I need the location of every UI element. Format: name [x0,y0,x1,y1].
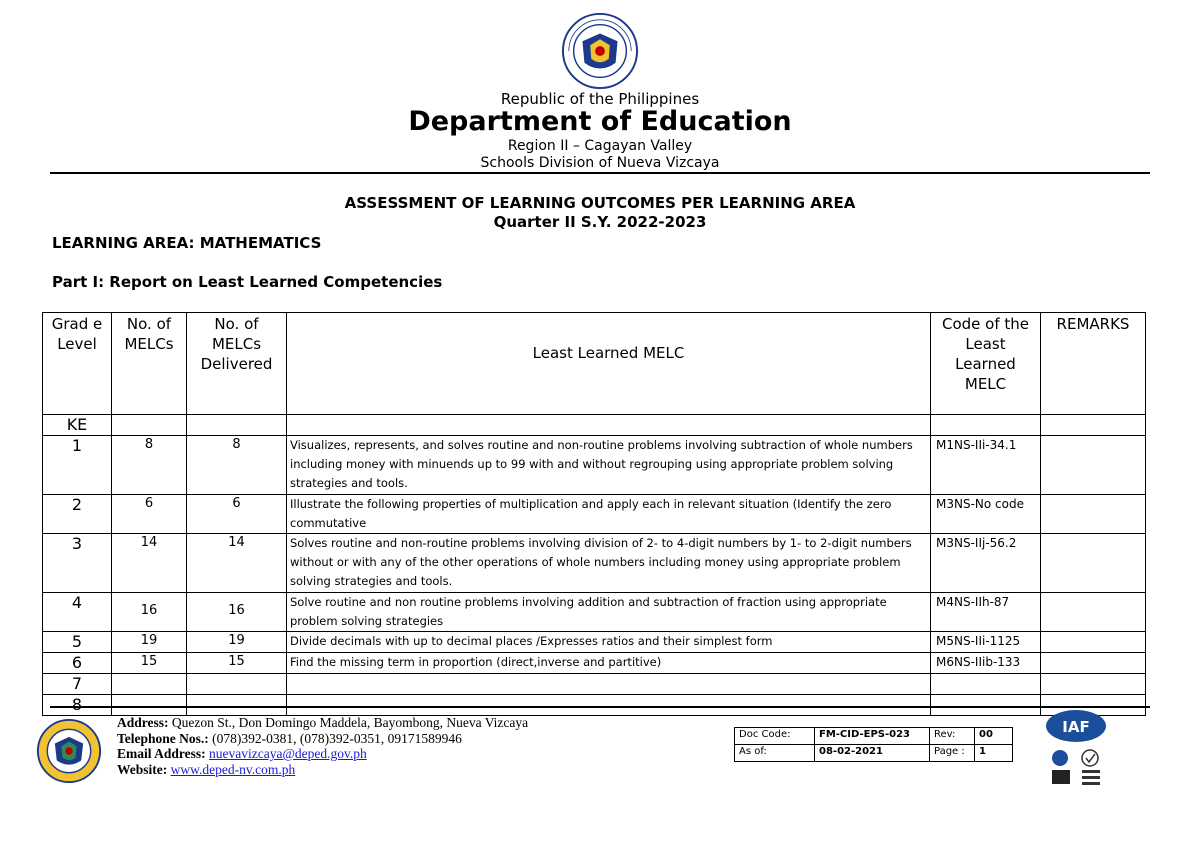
melcs-cell [112,695,187,716]
division-text: Schools Division of Nueva Vizcaya [480,155,720,171]
melc-cell [287,674,931,695]
contact-block [117,715,528,777]
remarks-cell [1041,436,1146,495]
region-text: Region II – Cagayan Valley [507,138,693,154]
code-cell: M1NS-IIi-34.1 [931,436,1041,495]
melcs-cell: 19 [112,632,187,653]
as-of-value: 08-02-2021 [815,745,930,762]
col-header-remarks: REMARKS [1041,313,1146,415]
address-label: Address: [117,715,169,730]
melcs-cell: 8 [112,436,187,495]
melc-cell: Solves routine and non-routine problems involving division of 2- to 4-digit numbers by 1- to 2-digit numbers without or with any of the other operations of whole numbers including money using appropriate problem solving strategies and tools. [287,534,931,593]
svg-text:IAF: IAF [1062,718,1090,736]
rev-label: Rev: [930,728,975,745]
doc-code-label: Doc Code: [735,728,815,745]
grade-cell: 3 [43,534,112,593]
code-cell: M3NS-No code [931,495,1041,534]
telephone-label: Telephone Nos.: [117,730,209,746]
email-label: Email Address: [117,746,206,761]
table-row [43,632,1146,653]
delivered-cell [187,593,287,632]
table-header-row [43,313,1146,415]
delivered-cell [187,674,287,695]
doc-control-row [735,728,1013,745]
remarks-cell [1041,495,1146,534]
part-title: Part I: Report on Least Learned Competencies [52,273,443,291]
website-link[interactable]: www.deped-nv.com.ph [170,761,296,777]
remarks-cell [1041,674,1146,695]
learning-area-label: LEARNING AREA: MATHEMATICS [52,234,322,252]
col-header-melcs: No. of MELCs [112,313,187,415]
deped-seal-logo [561,12,639,90]
document-control-table [734,727,1013,762]
remarks-cell [1041,415,1146,436]
code-cell: M6NS-IIib-133 [931,653,1041,674]
address-value: Quezon St., Don Domingo Maddela, Bayombong, Nueva Vizcaya [171,715,529,730]
col-header-grade: Grad e Level [43,313,112,415]
table-row [43,415,1146,436]
header-divider [50,172,1150,174]
col-header-code: Code of the Least Learned MELC [931,313,1041,415]
assessment-title: ASSESSMENT OF LEARNING OUTCOMES PER LEARNING AREA [344,194,856,212]
doc-control-row [735,745,1013,762]
melc-cell: Illustrate the following properties of multiplication and apply each in relevant situation (Identify the zero commutative [287,495,931,534]
code-cell [931,674,1041,695]
melc-cell: Visualizes, represents, and solves routine and non-routine problems involving subtraction of whole numbers including money with minuends up to 99 with and without regrouping using appropriate problem solving strategies and tools. [287,436,931,495]
remarks-cell [1041,653,1146,674]
delivered-cell: 15 [187,653,287,674]
melc-cell: Find the missing term in proportion (direct,inverse and partitive) [287,653,931,674]
remarks-cell [1041,593,1146,632]
table-row [43,674,1146,695]
least-learned-table [42,312,1146,716]
delivered-cell [187,695,287,716]
remarks-cell [1041,632,1146,653]
code-cell [931,415,1041,436]
code-cell [931,695,1041,716]
grade-cell: 7 [43,674,112,695]
telephone-value: (078)392-0381, (078)392-0351, 09171589946 [212,730,462,746]
melc-cell [287,695,931,716]
telephone-line [117,731,528,747]
footer-divider [50,706,1150,708]
melc-cell: Solve routine and non routine problems involving addition and subtraction of fraction using appropriate problem solving strategies [287,593,931,632]
melc-cell: Divide decimals with up to decimal places /Expresses ratios and their simplest form [287,632,931,653]
melcs-cell [112,415,187,436]
grade-cell: 6 [43,653,112,674]
col-header-delivered: No. of MELCs Delivered [187,313,287,415]
delivered-cell [187,415,287,436]
table-row [43,495,1146,534]
remarks-cell [1041,534,1146,593]
delivered-value: 16 [228,603,245,618]
republic-text: Republic of the Philippines [500,90,700,108]
grade-cell: 2 [43,495,112,534]
page-label: Page : [930,745,975,762]
melcs-cell [112,593,187,632]
code-cell: M5NS-IIi-1125 [931,632,1041,653]
page-value: 1 [975,745,1013,762]
melcs-cell [112,674,187,695]
table-row [43,534,1146,593]
rev-value: 00 [975,728,1013,745]
code-cell: M4NS-IIh-87 [931,593,1041,632]
table-row [43,653,1146,674]
delivered-cell: 8 [187,436,287,495]
table-row [43,695,1146,716]
melcs-cell: 14 [112,534,187,593]
footer-deped-seal-logo [36,712,102,790]
grade-cell: KE [43,415,112,436]
as-of-label: As of: [735,745,815,762]
website-label: Website: [117,761,168,777]
quarter-title: Quarter II S.Y. 2022-2023 [493,213,707,231]
website-line [117,762,528,778]
melcs-cell: 15 [112,653,187,674]
email-link[interactable]: nuevavizcaya@deped.gov.ph [209,746,367,761]
address-line [117,715,528,731]
grade-cell: 8 [43,695,112,716]
col-header-least-learned: Least Learned MELC [287,313,931,415]
delivered-cell: 14 [187,534,287,593]
delivered-cell: 6 [187,495,287,534]
melcs-value: 16 [140,603,158,618]
table-row [43,593,1146,632]
email-line [117,746,528,762]
table-row [43,436,1146,495]
melcs-cell: 6 [112,495,187,534]
grade-cell: 4 [43,593,112,632]
grade-cell: 5 [43,632,112,653]
delivered-cell: 19 [187,632,287,653]
melc-cell [287,415,931,436]
iaf-certification-logo [1040,708,1112,798]
doc-code-value: FM-CID-EPS-023 [815,728,930,745]
code-cell: M3NS-IIj-56.2 [931,534,1041,593]
grade-cell: 1 [43,436,112,495]
department-title: Department of Education [408,106,792,137]
